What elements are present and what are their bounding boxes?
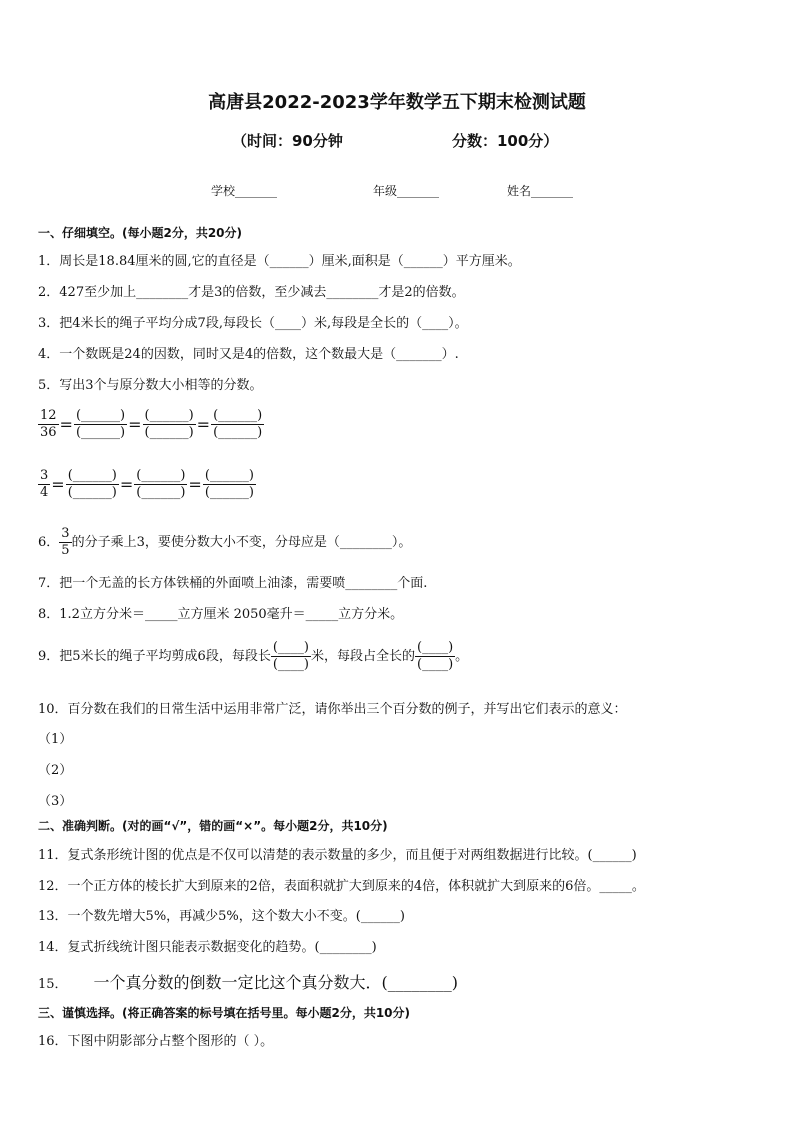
name-field: 姓名_______ xyxy=(507,184,574,198)
school-field: 学校_______ xyxy=(211,184,278,198)
given-fraction: $\frac{12}{36}$ xyxy=(40,408,57,440)
question-10: 10．百分数在我们的日常生活中运用非常广泛，请你举出三个百分数的例子，并写出它们表示的意义： xyxy=(38,702,627,717)
question-15: 15． 一个真分数的倒数一定比这个真分数大．(________) xyxy=(38,973,459,992)
exam-time: （时间：90分钟 xyxy=(232,132,343,150)
blank-fraction: $\frac{(\_\_\_\_\_\_)}{(\_\_\_\_\_\_)}$ xyxy=(213,408,263,440)
blank-fraction: $\frac{(\_\_\_\_\_\_)}{(\_\_\_\_\_\_)}$ xyxy=(75,408,126,440)
fraction-3-5: $\frac{3}{5}$ xyxy=(61,526,70,558)
question-5: 5．写出3个与原分数大小相等的分数。 xyxy=(38,378,263,393)
question-7: 7．把一个无盖的长方体铁桶的外面喷上油漆，需要喷________个面. xyxy=(38,576,428,591)
question-16: 16．下图中阴影部分占整个图形的（ ）。 xyxy=(38,1034,274,1049)
question-12: 12．一个正方体的棱长扩大到原来的2倍，表面积就扩大到原来的4倍，体积就扩大到原来的6倍。_____。 xyxy=(38,879,645,894)
question-3: 3．把4米长的绳子平均分成7段,每段长（____）米,每段是全长的（____）。 xyxy=(38,316,468,331)
question-5-row-2: $\frac{3}{4}$ = $\frac{(\_\_\_\_\_\_)}{(\_\_\_\_\_\_)}$ = $\frac{(\_\_\_\_\_\_)}{(\_\_\_\_\_\_)}$ = $\frac{(\_\_\_\_\_\_)}{(\_\_\_\_\_\_)}$ xyxy=(40,468,254,500)
section-2-heading: 二、准确判断。(对的画“√”，错的画“×”。每小题2分，共10分) xyxy=(38,819,388,833)
question-2: 2．427至少加上________才是3的倍数，至少减去________才是2的倍数。 xyxy=(38,285,465,300)
page-title: 高唐县2022-2023学年数学五下期末检测试题 xyxy=(208,92,586,113)
question-9: 9．把5米长的绳子平均剪成6段，每段长 $\frac{(\_\_\_\_)}{(\_\_\_\_)}$ 米，每段占全长的 $\frac{(\_\_\_\_)}{(\_\_\_\_)}$ 。 xyxy=(38,640,469,672)
question-6: 6． $\frac{3}{5}$ 的分子乘上3，要使分数大小不变，分母应是（________）。 xyxy=(38,526,412,558)
question-11: 11．复式条形统计图的优点是不仅可以清楚的表示数量的多少，而且便于对两组数据进行比较。(______) xyxy=(38,848,637,863)
blank-fraction: $\frac{(\_\_\_\_)}{(\_\_\_\_)}$ xyxy=(417,640,454,672)
blank-fraction: $\frac{(\_\_\_\_\_\_)}{(\_\_\_\_\_\_)}$ xyxy=(67,468,117,500)
question-10-item-2: （2） xyxy=(38,763,73,778)
section-1-heading: 一、仔细填空。(每小题2分，共20分) xyxy=(38,226,243,240)
question-14: 14．复式折线统计图只能表示数据变化的趋势。(________) xyxy=(38,940,377,955)
question-10-item-1: （1） xyxy=(38,732,73,747)
question-13: 13．一个数先增大5%，再减少5%，这个数大小不变。(______) xyxy=(38,909,405,924)
blank-fraction: $\frac{(\_\_\_\_\_\_)}{(\_\_\_\_\_\_)}$ xyxy=(204,468,254,500)
grade-field: 年级_______ xyxy=(373,184,440,198)
blank-fraction: $\frac{(\_\_\_\_\_\_)}{(\_\_\_\_\_\_)}$ xyxy=(136,468,186,500)
blank-fraction: $\frac{(\_\_\_\_\_\_)}{(\_\_\_\_\_\_)}$ xyxy=(144,408,194,440)
question-5-row-1: $\frac{12}{36}$ = $\frac{(\_\_\_\_\_\_)}{(\_\_\_\_\_\_)}$ = $\frac{(\_\_\_\_\_\_)}{(\_\_\_\_\_\_)}$ = $\frac{(\_\_\_\_\_\_)}{(\_\_\_\_\_\_)}$ xyxy=(40,408,263,440)
question-1: 1．周长是18.84厘米的圆,它的直径是（______）厘米,面积是（______）平方厘米。 xyxy=(38,254,521,269)
section-3-heading: 三、谨慎选择。(将正确答案的标号填在括号里。每小题2分，共10分) xyxy=(38,1006,411,1020)
question-10-item-3: （3） xyxy=(38,794,73,809)
blank-fraction: $\frac{(\_\_\_\_)}{(\_\_\_\_)}$ xyxy=(272,640,309,672)
given-fraction: $\frac{3}{4}$ xyxy=(40,468,49,500)
exam-score: 分数：100分） xyxy=(452,132,559,150)
question-4: 4．一个数既是24的因数，同时又是4的倍数，这个数最大是（_______）. xyxy=(38,347,459,362)
question-8: 8．1.2立方分米＝_____立方厘米 2050毫升＝_____立方分米。 xyxy=(38,607,404,622)
